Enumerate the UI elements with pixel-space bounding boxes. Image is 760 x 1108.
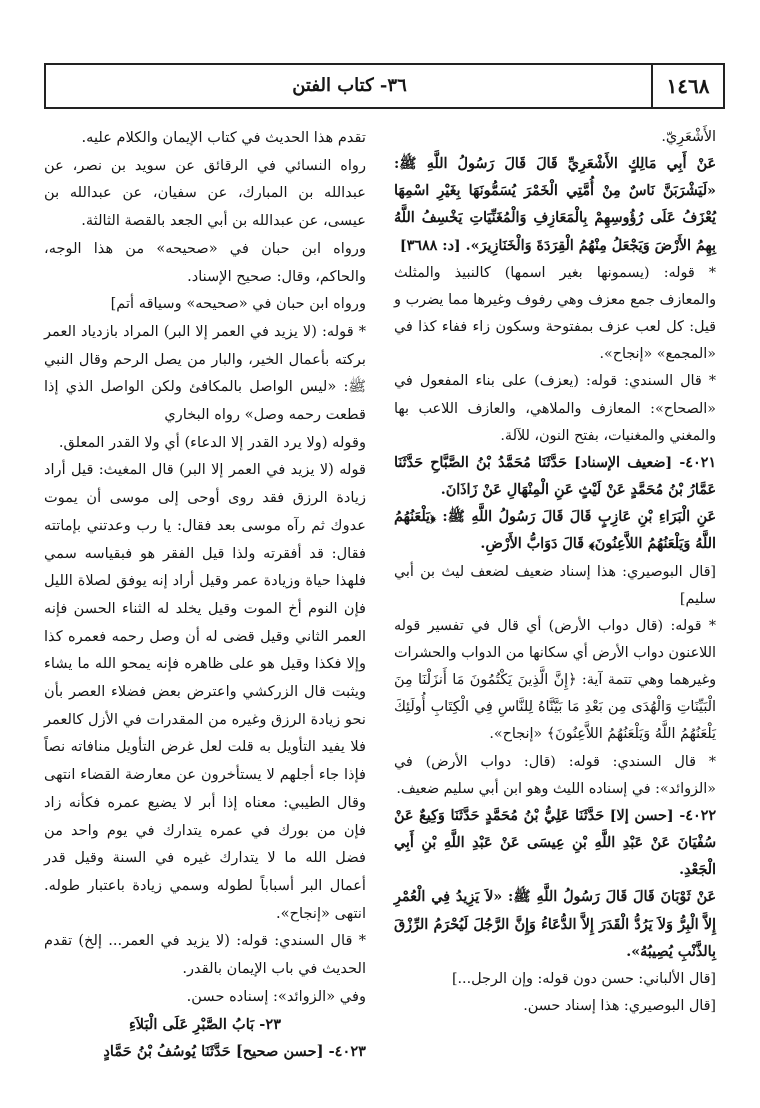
commentary-paragraph: قوله (لا يزيد في العمر إلا البر) قال المغيث: قيل أراد زيادة الرزق فقد روى أوحى إلى موسى أن يموت عدوك ثم رآه موسى بعد فقال: يا رب وعدتني بإماتته فقال: قد أفقرته ولذا قيل الفقر هو فبقياسه سمي فلهذا حياة وزيادة عمر وقيل أراد إنه يوفق لصلاة الليل فإن النوم أخ الموت وقيل يخلد له الثناء الحسن فإنه العمر الثاني وقيل قضى له أن وصل رحمه فعمره كذا وإلا فكذا وقيل هو على ظاهره فإنه يمحو الله ما يشاء ويثبت قال الزركشي واعترض بعض فضلاء العصر بأن نحو زيادة الرزق وغيره من المقدرات في الأزل كالعمر فلا يفيد التأويل به قلت لعل غرض التأويل منافاته نصاً فإذا جاء أجلهم لا يستأخرون عن معارضة القضاء انتهى وقال الطيبي: معناه إذا أبر لا يضيع عمره فكأنه زاد فإن من بورك في عمره يتدارك في يوم واحد من فضل الله ما لا يتدارك غيره في السنة وقيل قدر أعمال البر أسباباً لطوله وسمي زيادة باعتبار طوله. انتهى «إنجاح». xyxy=(44,461,366,922)
hadith-text: عَنِ الْبَرَاءِ بْنِ عَازِبٍ قَالَ قَالَ رَسُولُ اللَّهِ ﷺ: ﴿يَلْعَنُهُمُ اللَّهُ وَيَلْعَنُهُمُ اللاَّعِنُونَ﴾ قَالَ دَوَابُّ الأَرْضِ. xyxy=(394,509,716,553)
commentary-paragraph: ورواه ابن حبان في «صحيحه» وسياقه أتم] xyxy=(110,295,366,313)
commentary-paragraph: * قال السندي: قوله: (لا يزيد في العمر... إلخ) تقدم الحديث في باب الإيمان بالقدر. xyxy=(44,932,366,978)
commentary-paragraph: * قوله: (قال دواب الأرض) أي قال في تفسير قوله اللاعنون دواب الأرض أي سكانها من الدواب والحشرات وغيرهما وهي تتمة آية: ﴿إِنَّ الَّذِينَ يَكْتُمُونَ مَا أَنزَلْنَا مِنَ الْبَيِّنَاتِ وَالْهُدَى مِن بَعْدِ مَا بَيَّنَّاهُ لِلنَّاسِ فِي الْكِتَابِ أُولَئِكَ يَلْعَنُهُمُ اللَّهُ وَيَلْعَنُهُمُ اللاَّعِنُونَ﴾ «إنجاح». xyxy=(394,617,716,743)
commentary-paragraph: [قال البوصيري: هذا إسناد ضعيف لضعف ليث بن أبي سليم] xyxy=(394,563,716,607)
commentary-paragraph: * قال السندي: قوله: (يعزف) على بناء المفعول في «الصحاح»: المعازف والملاهي، والعازف اللاعب بها والمغني والمغنيات، بفتح النون، للآلة. xyxy=(394,373,716,444)
commentary-paragraph: * قوله: (يسمونها بغير اسمها) كالنبيذ والمثلث والمعازف جمع معزف وهي رفوف وغيرها مما يضرب و قيل: كل لعب عزف بمفتوحة وسكون زاء ففاء كذا في «المجمع» «إنجاح». xyxy=(394,264,716,363)
book-title: ٣٦- كتاب الفتن xyxy=(292,75,407,96)
hadith-text: عَنْ أَبِي مَالِكٍ الأَشْعَرِيِّ قَالَ قَالَ رَسُولُ اللَّهِ ﷺ: «لَيَشْرَبَنَّ نَاسٌ مِنْ أُمَّتِي الْخَمْرَ يُسَمُّونَهَا بِغَيْرِ اسْمِهَا يُعْزَفُ عَلَى رُؤُوسِهِمْ بِالْمَعَازِفِ وَالْمُغَنِّيَاتِ يَخْسِفُ اللَّهُ بِهِمُ الأَرْضَ وَيَجْعَلُ مِنْهُمُ الْقِرَدَةَ وَالْخَنَازِيرَ». [د: ٣٦٨٨] xyxy=(394,156,716,254)
chapter-heading: ٢٣- بَابُ الصَّبْرِ عَلَى الْبَلاَءِ xyxy=(128,1015,282,1033)
commentary-paragraph: ورواه ابن حبان في «صحيحه» من هذا الوجه، والحاكم، وقال: صحيح الإسناد. xyxy=(44,239,366,285)
commentary-paragraph: رواه النسائي في الرقائق عن سويد بن نصر، عن عبدالله بن المبارك، عن سفيان، عن عبدالله بن عيسى، عن عبدالله بن أبي الجعد بالقصة الثالثة. xyxy=(44,156,366,230)
commentary-paragraph: الأَشْعَرِيّ. xyxy=(661,129,716,145)
hadith-text: ٤٠٢١- [ضعيف الإسناد] حَدَّثَنَا مُحَمَّدُ بْنُ الصَّبَّاحِ حَدَّثَنَا عَمَّارُ بْنُ مُحَمَّدٍ عَنْ لَيْثٍ عَنِ الْمِنْهَالِ عَنْ زَاذَانَ. xyxy=(394,454,716,499)
right-column xyxy=(394,124,716,1020)
page-header xyxy=(44,63,725,109)
hadith-text: ٤٠٢٣- [حسن صحيح] حَدَّثَنَا يُوسُفُ بْنُ حَمَّادٍ xyxy=(103,1043,366,1061)
left-column xyxy=(44,124,366,1066)
commentary-paragraph: [قال الألباني: حسن دون قوله: وإن الرجل...] xyxy=(451,970,716,987)
commentary-paragraph: وفي «الزوائد»: إسناده حسن. xyxy=(186,987,366,1005)
commentary-paragraph: * قوله: (لا يزيد في العمر إلا البر) المراد بازدياد العمر بركته بأعمال الخير، والبار من يصل الرحم وقال النبي ﷺ: «ليس الواصل بالمكافئ ولكن الواصل الذي إذا قطعت رحمه وصل» رواه البخاري xyxy=(44,322,366,424)
page-number: ١٤٦٨ xyxy=(651,65,723,107)
commentary-paragraph: تقدم هذا الحديث في كتاب الإيمان والكلام عليه. xyxy=(81,129,366,146)
commentary-paragraph: * قال السندي: قوله: (قال: دواب الأرض) في «الزوائد»: في إسناده الليث وهو ابن أبي سليم ضعيف. xyxy=(394,753,716,797)
hadith-text: عَنْ ثَوْبَانَ قَالَ قَالَ رَسُولُ اللَّهِ ﷺ: «لاَ يَزِيدُ فِي الْعُمْرِ إِلاَّ الْبِرُّ وَلاَ يَرُدُّ الْقَدَرَ إِلاَّ الدُّعَاءُ وَإِنَّ الرَّجُلَ لَيُحْرَمُ الرِّزْقَ بِالذَّنْبِ يُصِيبُهُ». xyxy=(394,889,716,960)
commentary-paragraph: [قال البوصيري: هذا إسناد حسن. xyxy=(523,998,716,1014)
hadith-text: ٤٠٢٢- [حسن إلا] حَدَّثَنَا عَلِيُّ بْنُ مُحَمَّدٍ حَدَّثَنَا وَكِيعٌ عَنْ سُفْيَانَ عَنْ عَبْدِ اللَّهِ بْنِ عِيسَى عَنْ عَبْدِ اللَّهِ بْنِ أَبِي الْجَعْدِ. xyxy=(394,807,716,879)
commentary-paragraph: وقوله (ولا يرد القدر إلا الدعاء) أي ولا القدر المعلق. xyxy=(58,433,366,451)
